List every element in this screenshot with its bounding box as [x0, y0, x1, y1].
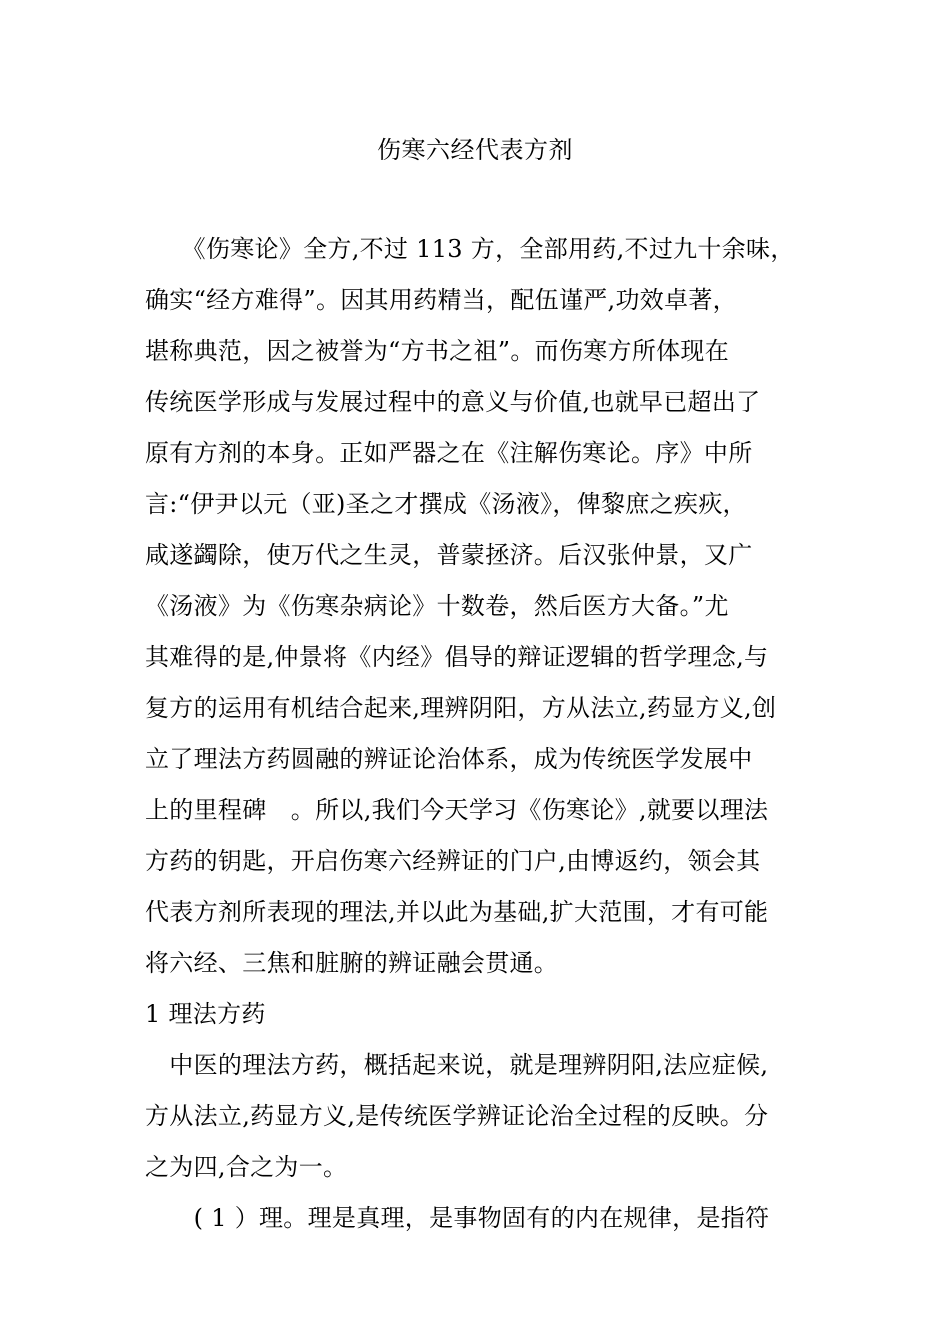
paragraph-line: 《伤寒论》全方,不过 113 方，全部用药,不过九十余味，	[145, 235, 795, 263]
paragraph-line: 确实“经方难得”。因其用药精当，配伍谨严,功效卓著，	[145, 286, 737, 314]
paragraph-line: 中医的理法方药，概括起来说，就是理辨阴阳,法应症候,	[145, 1051, 769, 1079]
section-heading: 1 理法方药	[145, 1000, 266, 1028]
paragraph-line: 将六经、三焦和脏腑的辨证融会贯通。	[145, 949, 559, 977]
paragraph-line: 方药的钥匙，开启伤寒六经辨证的门户,由博返约，领会其	[145, 847, 761, 875]
paragraph-line: 复方的运用有机结合起来,理辨阴阳，方从法立,药显方义,创	[145, 694, 777, 722]
paragraph-line: 上的里程碑 。所以,我们今天学习《伤寒论》,就要以理法	[145, 796, 769, 824]
paragraph-line: 原有方剂的本身。正如严器之在《注解伤寒论。序》中所	[145, 439, 753, 467]
paragraph-line: 传统医学形成与发展过程中的意义与价值,也就早已超出了	[145, 388, 761, 416]
paragraph-line: 之为四,合之为一。	[145, 1153, 348, 1181]
paragraph-line: ( 1 ）理。理是真理，是事物固有的内在规律，是指符	[145, 1204, 770, 1232]
paragraph-line: 其难得的是,仲景将《内经》倡导的辩证逻辑的哲学理念,与	[145, 643, 769, 671]
paragraph-line: 方从法立,药显方义,是传统医学辨证论治全过程的反映。分	[145, 1102, 769, 1130]
paragraph-line: 《汤液》为《伤寒杂病论》十数卷，然后医方大备。”尤	[145, 592, 729, 620]
paragraph-line: 言:“伊尹以元（亚)圣之才撰成《汤液》，俾黎庶之疾疢，	[145, 490, 747, 518]
paragraph-line: 堪称典范，因之被誉为“方书之祖”。而伤寒方所体现在	[145, 337, 730, 365]
document-title: 伤寒六经代表方剂	[377, 136, 573, 164]
paragraph-line: 立了理法方药圆融的辨证论治体系，成为传统医学发展中	[145, 745, 753, 773]
paragraph-line: 咸遂蠲除，使万代之生灵，普蒙拯济。后汉张仲景，又广	[145, 541, 753, 569]
paragraph-line: 代表方剂所表现的理法,并以此为基础,扩大范围，才有可能	[145, 898, 769, 926]
